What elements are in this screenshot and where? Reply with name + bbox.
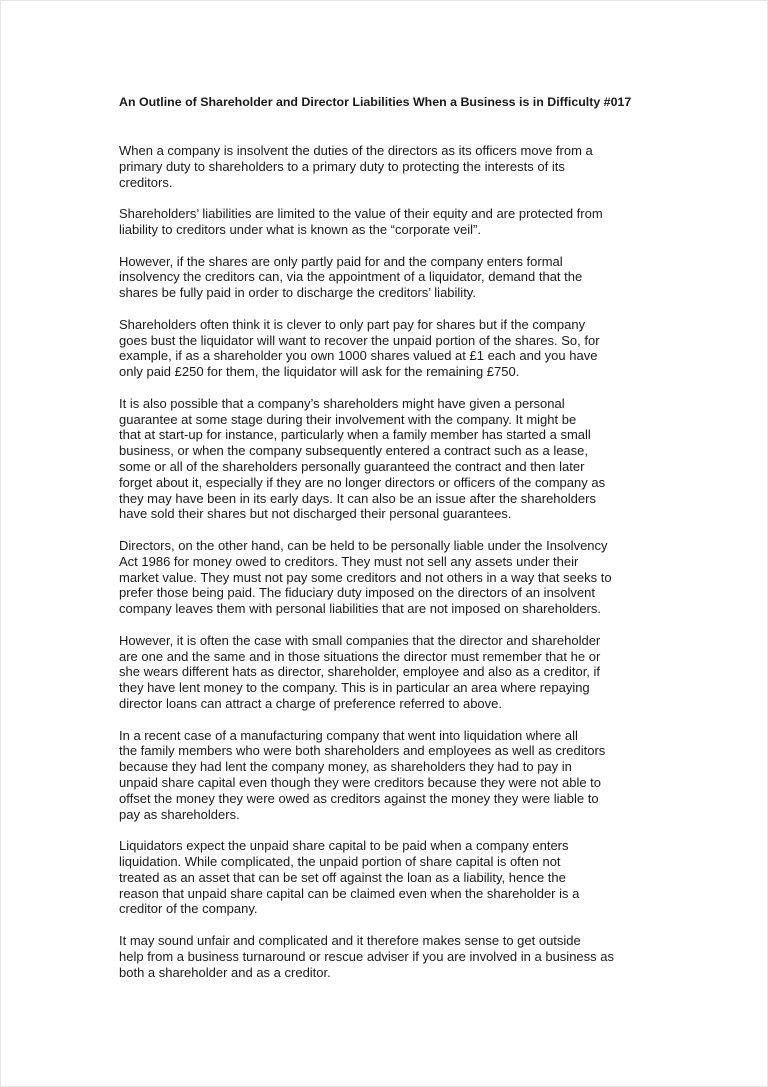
paragraph-line: guarantee at some stage during their involvement with the company. It might be: [119, 411, 577, 427]
paragraph: [119, 206, 603, 238]
paragraph-line: Shareholders often think it is clever to only part pay for shares but if the company: [119, 316, 586, 332]
paragraph-line: creditors.: [119, 174, 173, 190]
paragraph-line: because they had lent the company money, as shareholders they had to pay in: [119, 759, 572, 775]
paragraph-line: Shareholders’ liabilities are limited to the value of their equity and are protected from: [119, 206, 603, 222]
paragraph-line: unpaid share capital even though they were creditors because they were not able to: [119, 774, 602, 790]
paragraph-line: pay as shareholders.: [119, 806, 240, 822]
paragraph-line: goes bust the liquidator will want to recover the unpaid portion of the shares. So, for: [119, 332, 600, 348]
paragraph: [119, 838, 579, 917]
paragraph-line: It is also possible that a company’s shareholders might have given a personal: [119, 395, 565, 411]
paragraph: [119, 396, 605, 522]
paragraph-line: In a recent case of a manufacturing company that went into liquidation where all: [119, 727, 578, 743]
paragraph: [119, 143, 593, 190]
paragraph-line: shares be fully paid in order to discharge the creditors’ liability.: [119, 285, 476, 301]
paragraph-line: are one and the same and in those situations the director must remember that he or: [119, 648, 601, 664]
paragraph-line: It may sound unfair and complicated and it therefore makes sense to get outside: [119, 933, 581, 948]
paragraph-line: prefer those being paid. The fiduciary duty imposed on the directors of an insolvent: [119, 585, 595, 601]
paragraph-line: However, if the shares are only partly paid for and the company enters formal: [119, 253, 563, 269]
paragraph-line: they have lent money to the company. This is in particular an area where repaying: [119, 680, 590, 696]
paragraph-line: forget about it, especially if they are no longer directors or officers of the company as: [119, 474, 606, 490]
paragraph-line: Liquidators expect the unpaid share capital to be paid when a company enters: [119, 838, 569, 854]
paragraph-line: primary duty to shareholders to a primary duty to protecting the interests of its: [119, 158, 565, 174]
document-title: An Outline of Shareholder and Director Liabilities When a Business is in Difficulty #017: [119, 95, 632, 109]
paragraph: [119, 933, 614, 980]
paragraph-line: However, it is often the case with small companies that the director and shareholder: [119, 632, 601, 648]
paragraph: [119, 317, 600, 380]
paragraph-line: have sold their shares but not discharged their personal guarantees.: [119, 506, 512, 522]
paragraph-line: she wears different hats as director, shareholder, employee and also as a creditor, if: [119, 664, 601, 680]
paragraph-line: director loans can attract a charge of preference referred to above.: [119, 695, 502, 711]
paragraph-line: Directors, on the other hand, can be held to be personally liable under the Insolvency: [119, 538, 608, 553]
paragraph-line: some or all of the shareholders personally guaranteed the contract and then later: [119, 458, 585, 474]
paragraph-line: insolvency the creditors can, via the appointment of a liquidator, demand that the: [119, 269, 583, 285]
paragraph-line: example, if as a shareholder you own 1000 shares valued at £1 each and you have: [119, 348, 598, 364]
paragraph: [119, 728, 605, 823]
paragraph: [119, 633, 600, 712]
paragraph-line: When a company is insolvent the duties of the directors as its officers move from a: [119, 143, 593, 158]
paragraph: [119, 538, 612, 617]
paragraph-line: the family members who were both shareholders and employees as well as creditors: [119, 743, 606, 759]
paragraph-line: business, or when the company subsequently entered a contract such as a lease,: [119, 443, 589, 459]
paragraph-line: help from a business turnaround or rescue adviser if you are involved in a business as: [119, 948, 614, 964]
paragraph-line: company leaves them with personal liabilities that are not imposed on shareholders.: [119, 601, 601, 617]
paragraph-line: they may have been in its early days. It can also be an issue after the shareholders: [119, 490, 596, 506]
paragraph-line: offset the money they were owed as creditors against the money they were liable to: [119, 790, 599, 806]
paragraph-line: liquidation. While complicated, the unpaid portion of share capital is often not: [119, 853, 561, 869]
paragraph-line: treated as an asset that can be set off against the loan as a liability, hence the: [119, 869, 566, 885]
paragraph-line: reason that unpaid share capital can be claimed even when the shareholder is a: [119, 885, 580, 901]
paragraph: [119, 254, 582, 301]
paragraph-line: Act 1986 for money owed to creditors. They must not sell any assets under their: [119, 553, 579, 569]
paragraph-line: only paid £250 for them, the liquidator will ask for the remaining £750.: [119, 364, 520, 380]
paragraph-line: market value. They must not pay some creditors and not others in a way that seeks to: [119, 569, 612, 585]
paragraph-line: creditor of the company.: [119, 901, 258, 917]
paragraph-line: liability to creditors under what is known as the “corporate veil”.: [119, 221, 481, 237]
paragraph-line: both a shareholder and as a creditor.: [119, 964, 331, 980]
paragraph-line: that at start-up for instance, particularly when a family member has started a small: [119, 427, 591, 443]
